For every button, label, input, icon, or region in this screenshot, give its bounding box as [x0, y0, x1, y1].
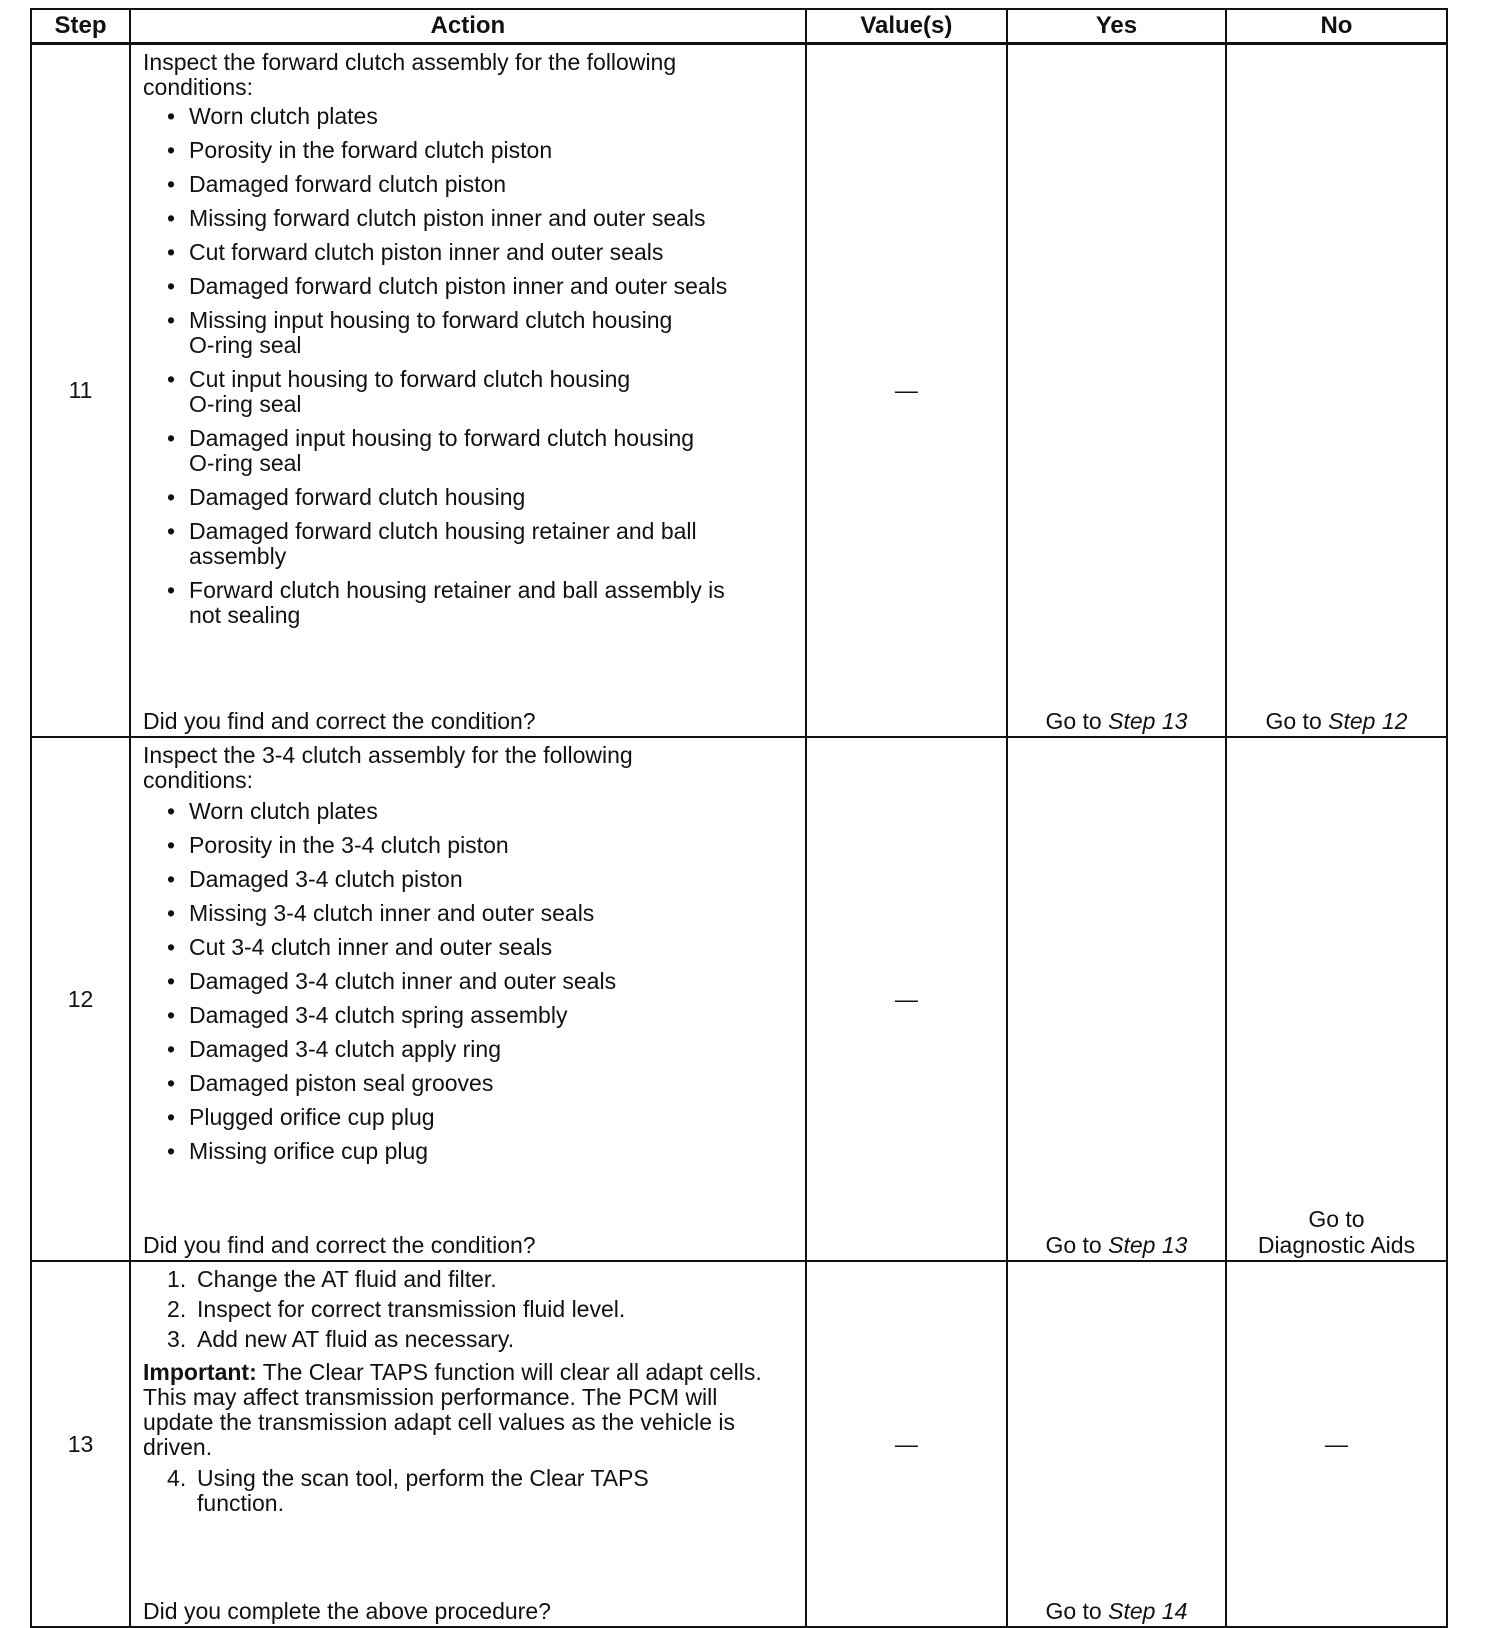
goto-prefix: Go to [1265, 708, 1322, 734]
list-item: • Damaged 3-4 clutch apply ring [131, 1037, 797, 1062]
list-item: • Cut forward clutch piston inner and outer seals [131, 240, 797, 265]
condition-list [131, 104, 797, 637]
list-item: • Missing forward clutch piston inner and outer seals [131, 206, 797, 231]
value-dash: — [894, 985, 918, 1012]
list-item: • Damaged piston seal grooves [131, 1071, 797, 1096]
header-step: Step [31, 9, 130, 44]
list-item: • Porosity in the forward clutch piston [131, 138, 797, 163]
header-values: Value(s) [806, 9, 1007, 44]
goto-prefix: Go to [1045, 1598, 1102, 1624]
step-number: 11 [31, 44, 130, 738]
yes-goto-link[interactable] [1008, 1232, 1225, 1258]
list-item: • Porosity in the 3-4 clutch piston [131, 833, 797, 858]
yes-cell [1007, 1261, 1226, 1627]
value-cell [806, 737, 1007, 1261]
action-cell [130, 44, 806, 738]
action-cell [130, 737, 806, 1261]
table-row-step-12 [31, 737, 1447, 1261]
list-item: • Missing orifice cup plug [131, 1139, 797, 1164]
diagnostic-table [30, 8, 1448, 1628]
header-row [31, 9, 1447, 44]
condition-list [131, 799, 797, 1173]
no-goto-link[interactable] [1227, 708, 1446, 734]
action-question: Did you complete the above procedure? [143, 1598, 551, 1624]
procedure-steps [131, 1267, 797, 1357]
list-item: • Forward clutch housing retainer and ball assembly is not sealing [131, 578, 749, 628]
procedure-step [131, 1327, 797, 1352]
goto-target: Step 13 [1108, 1232, 1188, 1258]
list-item: • Damaged input housing to forward clutch housing O-ring seal [131, 426, 719, 476]
action-question: Did you find and correct the condition? [143, 1232, 536, 1258]
step-index: 2. [167, 1296, 187, 1322]
goto-prefix: Go to [1308, 1206, 1365, 1232]
step-number: 13 [31, 1261, 130, 1627]
step-number: 12 [31, 737, 130, 1261]
goto-prefix: Go to [1045, 708, 1102, 734]
step-text: Add new AT fluid as necessary. [197, 1326, 515, 1352]
important-label: Important: [143, 1359, 257, 1385]
value-cell [806, 1261, 1007, 1627]
value-dash: — [894, 1430, 918, 1457]
step-index: 1. [167, 1266, 187, 1292]
goto-target: Step 13 [1108, 708, 1188, 734]
table-row-step-11 [31, 44, 1447, 738]
procedure-steps [131, 1466, 797, 1521]
header-no: No [1226, 9, 1447, 44]
list-item: • Missing input housing to forward clutch housing O-ring seal [131, 308, 689, 358]
list-item: • Damaged 3-4 clutch inner and outer seals [131, 969, 797, 994]
step-index: 4. [167, 1465, 187, 1491]
list-item: • Cut input housing to forward clutch housing O-ring seal [131, 367, 649, 417]
list-item: • Cut 3-4 clutch inner and outer seals [131, 935, 797, 960]
no-cell [1226, 737, 1447, 1261]
header-action: Action [130, 9, 806, 44]
list-item: • Plugged orifice cup plug [131, 1105, 797, 1130]
yes-cell [1007, 44, 1226, 738]
list-item: • Worn clutch plates [131, 104, 797, 129]
list-item: • Damaged forward clutch housing [131, 485, 797, 510]
action-intro: Inspect the 3-4 clutch assembly for the following conditions: [143, 742, 633, 793]
step-text: Using the scan tool, perform the Clear TAPS function. [197, 1465, 649, 1516]
list-item: • Damaged forward clutch piston inner and outer seals [131, 274, 797, 299]
table-row-step-13 [31, 1261, 1447, 1627]
yes-goto-link[interactable] [1008, 1598, 1225, 1624]
list-item: • Damaged 3-4 clutch piston [131, 867, 797, 892]
value-dash: — [894, 377, 918, 403]
action-question: Did you find and correct the condition? [143, 708, 536, 734]
step-text: Inspect for correct transmission fluid level. [197, 1296, 626, 1322]
action-cell [130, 1261, 806, 1627]
step-index: 3. [167, 1326, 187, 1352]
procedure-step [131, 1297, 797, 1322]
goto-target: Step 14 [1108, 1598, 1188, 1624]
list-item: • Missing 3-4 clutch inner and outer seals [131, 901, 797, 926]
list-item: • Damaged 3-4 clutch spring assembly [131, 1003, 797, 1028]
yes-goto-link[interactable] [1008, 708, 1225, 734]
important-note [143, 1360, 793, 1460]
no-cell [1226, 1261, 1447, 1627]
yes-cell [1007, 737, 1226, 1261]
no-dash: — [1324, 1430, 1348, 1457]
value-cell [806, 44, 1007, 738]
procedure-step [131, 1466, 667, 1516]
goto-prefix: Go to [1045, 1232, 1102, 1258]
procedure-step [131, 1267, 797, 1292]
action-intro: Inspect the forward clutch assembly for the following conditions: [143, 49, 677, 100]
list-item: • Damaged forward clutch piston [131, 172, 797, 197]
step-text: Change the AT fluid and filter. [197, 1266, 497, 1292]
list-item: • Damaged forward clutch housing retainer and ball assembly [131, 519, 729, 569]
goto-target: Diagnostic Aids [1257, 1232, 1416, 1258]
no-cell [1226, 44, 1447, 738]
goto-target: Step 12 [1328, 708, 1408, 734]
important-text: The Clear TAPS function will clear all adapt cells. This may affect transmission performance. The PCM will update the transmission adapt cell values as the vehicle is driven. [143, 1359, 762, 1460]
list-item: • Worn clutch plates [131, 799, 797, 824]
no-goto-link[interactable] [1227, 1206, 1446, 1258]
header-yes: Yes [1007, 9, 1226, 44]
